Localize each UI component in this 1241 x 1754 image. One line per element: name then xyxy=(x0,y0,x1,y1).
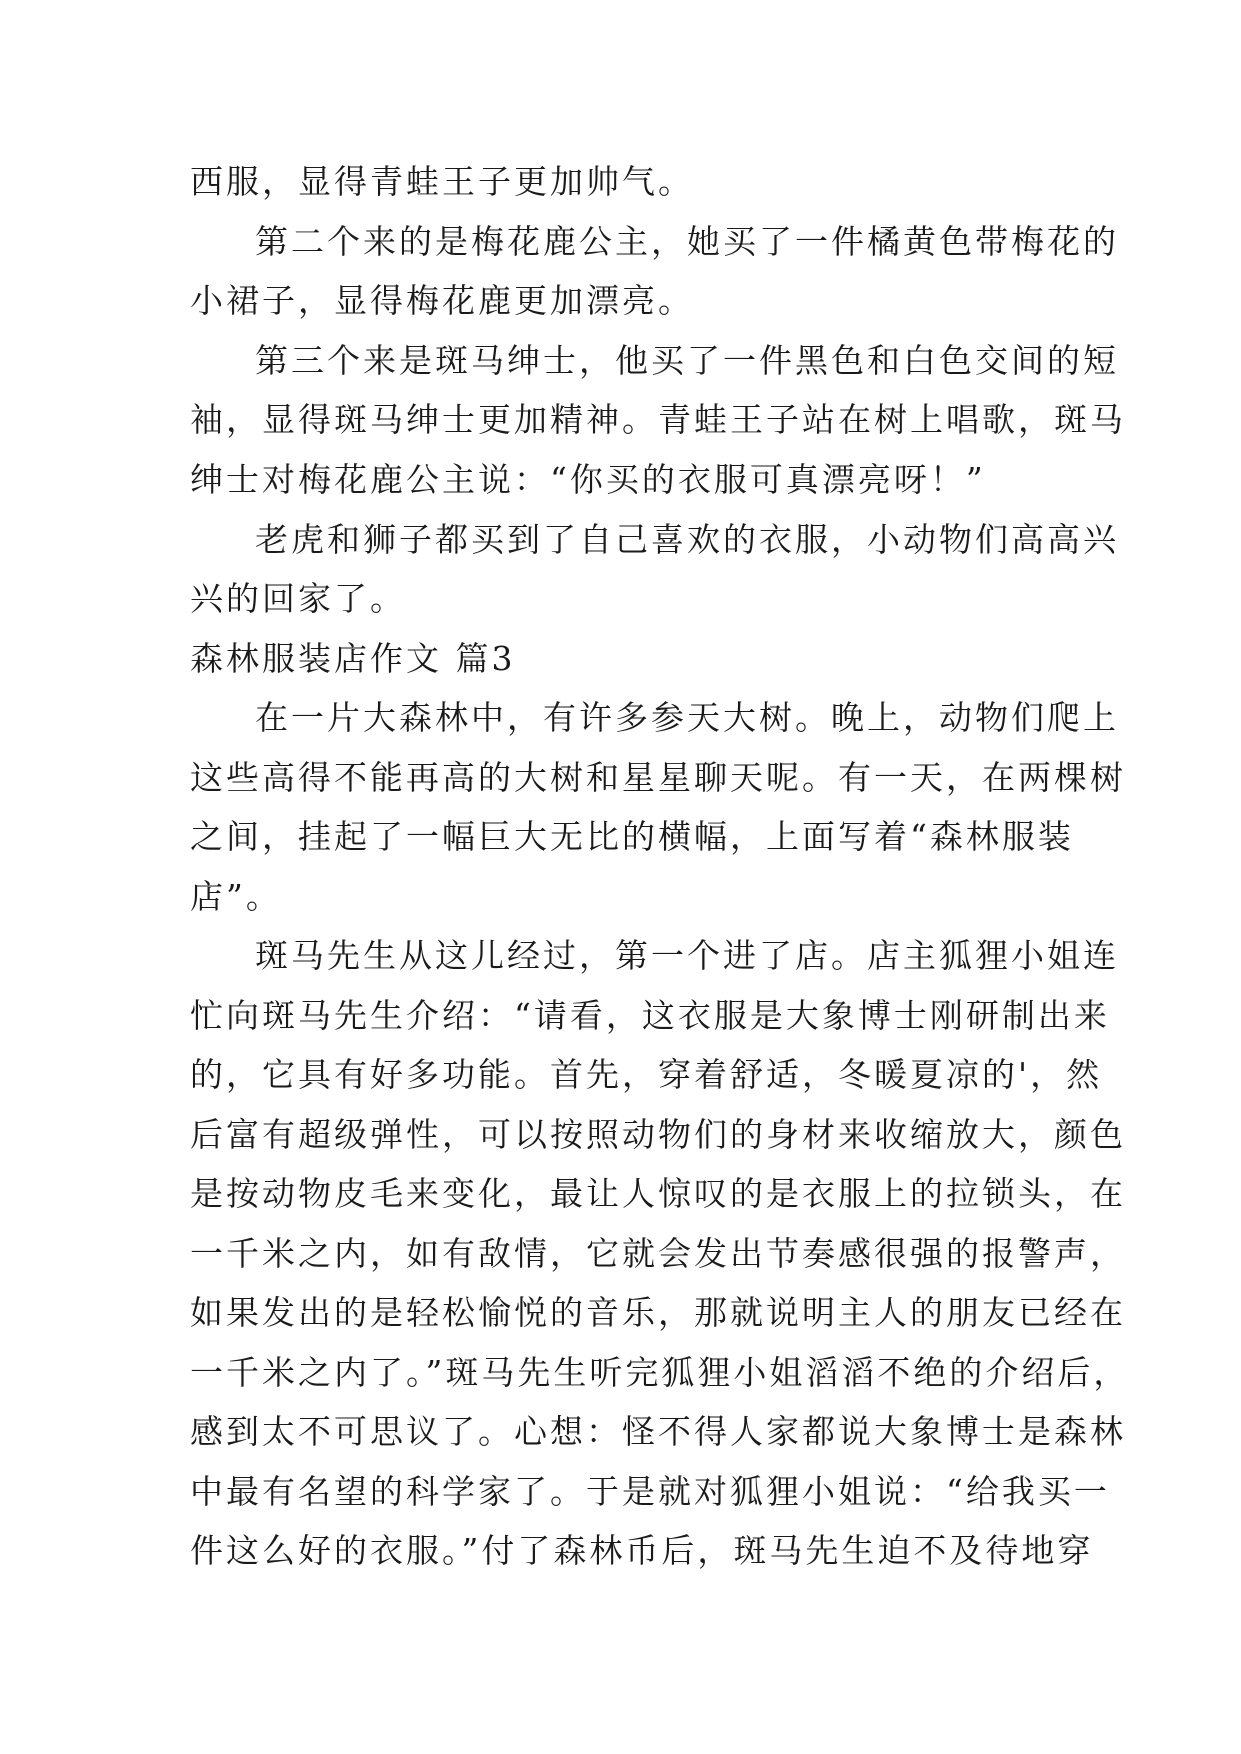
text-line: 感到太不可思议了。心想：怪不得人家都说大象博士是森林 xyxy=(190,1412,1126,1451)
text-line: 一千米之内，如有敌情，它就会发出节奏感很强的报警声， xyxy=(190,1234,1126,1273)
text-line: 件这么好的衣服。”付了森林币后，斑马先生迫不及待地穿 xyxy=(190,1531,1094,1570)
text-line: 西服，显得青蛙王子更加帅气。 xyxy=(190,162,694,201)
text-line: 忙向斑马先生介绍：“请看，这衣服是大象博士刚研制出来 xyxy=(190,996,1110,1035)
text-line: 后富有超级弹性，可以按照动物们的身材来收缩放大，颜色 xyxy=(190,1115,1126,1154)
text-line: 之间，挂起了一幅巨大无比的横幅，上面写着“森林服装 xyxy=(190,817,1074,856)
paragraph-start-line: 在一片大森林中，有许多参天大树。晚上，动物们爬上 xyxy=(255,698,1119,737)
text-line: 是按动物皮毛来变化，最让人惊叹的是衣服上的拉锁头，在 xyxy=(190,1174,1126,1213)
paragraph-start-line: 斑马先生从这儿经过，第一个进了店。店主狐狸小姐连 xyxy=(255,936,1119,975)
text-line: 绅士对梅花鹿公主说：“你买的衣服可真漂亮呀！” xyxy=(190,460,986,499)
paragraph-start-line: 老虎和狮子都买到了自己喜欢的衣服，小动物们高高兴 xyxy=(255,520,1119,559)
text-line: 小裙子，显得梅花鹿更加漂亮。 xyxy=(190,281,694,320)
text-line: 兴的回家了。 xyxy=(190,579,406,618)
text-line: 中最有名望的科学家了。于是就对狐狸小姐说：“给我买一 xyxy=(190,1472,1110,1511)
text-line: 如果发出的是轻松愉悦的音乐，那就说明主人的朋友已经在 xyxy=(190,1293,1126,1332)
text-line: 这些高得不能再高的大树和星星聊天呢。有一天，在两棵树 xyxy=(190,758,1126,797)
text-line: 的，它具有好多功能。首先，穿着舒适，冬暖夏凉的'，然 xyxy=(190,1055,1103,1094)
paragraph-start-line: 第三个来是斑马绅士，他买了一件黑色和白色交间的短 xyxy=(255,341,1119,380)
paragraph-start-line: 第二个来的是梅花鹿公主，她买了一件橘黄色带梅花的 xyxy=(255,222,1119,261)
text-line: 袖，显得斑马绅士更加精神。青蛙王子站在树上唱歌，斑马 xyxy=(190,400,1126,439)
text-line: 一千米之内了。”斑马先生听完狐狸小姐滔滔不绝的介绍后， xyxy=(190,1353,1130,1392)
text-line: 店”。 xyxy=(190,877,282,916)
section-heading: 森林服装店作文 篇3 xyxy=(190,639,516,678)
